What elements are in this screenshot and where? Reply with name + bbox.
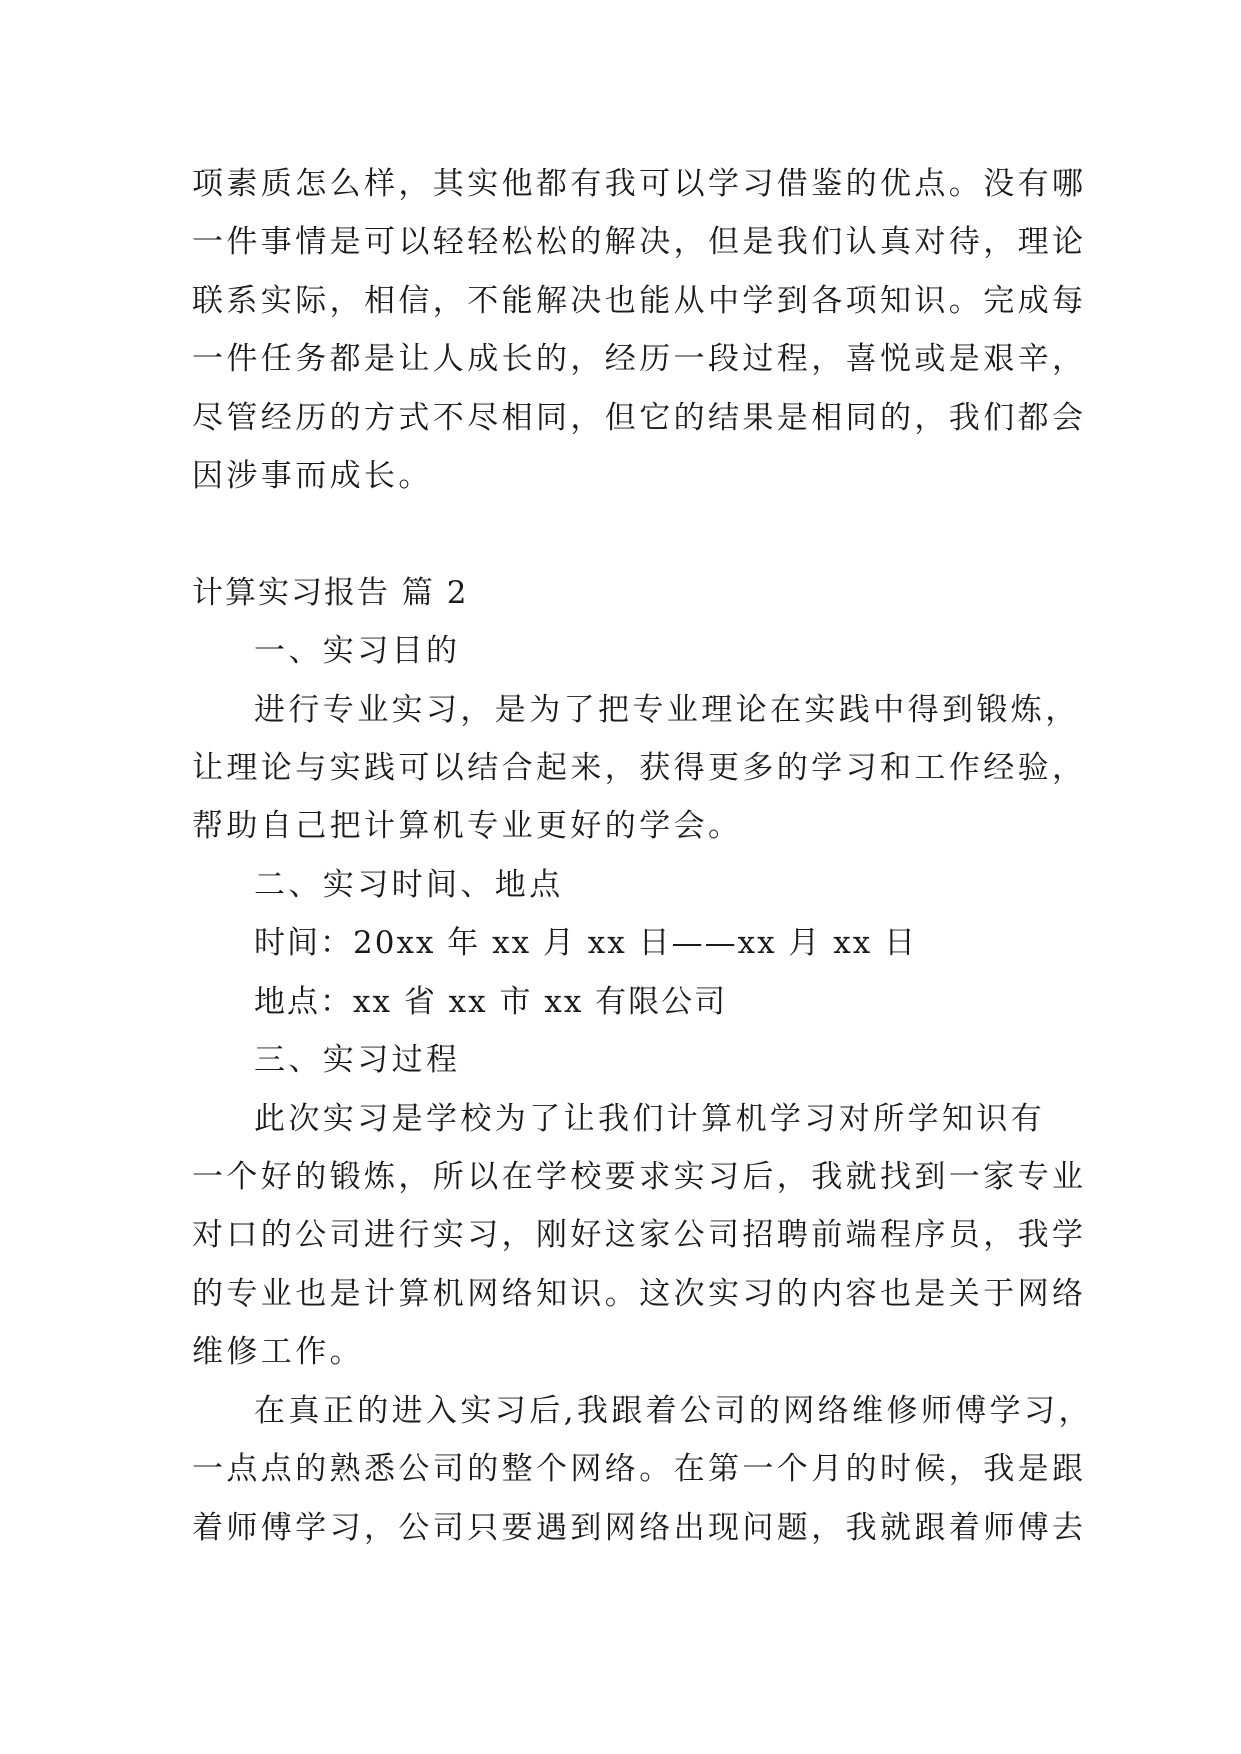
- paragraph-line: 地点：xx 省 xx 市 xx 有限公司: [254, 984, 728, 1020]
- paragraph-line: 一点点的熟悉公司的整个网络。在第一个月的时候，我是跟: [192, 1451, 1087, 1487]
- paragraph-line: 维修工作。: [192, 1334, 364, 1370]
- paragraph-line: 一件任务都是让人成长的，经历一段过程，喜悦或是艰辛，: [192, 341, 1087, 377]
- paragraph-line: 尽管经历的方式不尽相同，但它的结果是相同的，我们都会: [192, 400, 1087, 436]
- paragraph-line: 联系实际，相信，不能解决也能从中学到各项知识。完成每: [192, 283, 1087, 319]
- paragraph-line: 时间：20xx 年 xx 月 xx 日——xx 月 xx 日: [254, 925, 918, 961]
- paragraph-line: 一个好的锻炼，所以在学校要求实习后，我就找到一家专业: [192, 1159, 1087, 1195]
- subheading: 一、实习目的: [254, 633, 461, 669]
- paragraph-line: 进行专业实习，是为了把专业理论在实践中得到锻炼，: [254, 692, 1080, 728]
- paragraph-line: 项素质怎么样，其实他都有我可以学习借鉴的优点。没有哪: [192, 166, 1087, 202]
- paragraph-line: 在真正的进入实习后,我跟着公司的网络维修师傅学习，: [254, 1393, 1093, 1429]
- paragraph-line: 着师傅学习，公司只要遇到网络出现问题，我就跟着师傅去: [192, 1510, 1087, 1546]
- paragraph-line: 帮助自己把计算机专业更好的学会。: [192, 808, 743, 844]
- paragraph-line: 一件事情是可以轻轻松松的解决，但是我们认真对待，理论: [192, 224, 1087, 260]
- subheading: 二、实习时间、地点: [254, 867, 564, 903]
- subheading: 三、实习过程: [254, 1042, 461, 1078]
- paragraph-line: 因涉事而成长。: [192, 458, 433, 494]
- paragraph-line: 此次实习是学校为了让我们计算机学习对所学知识有: [254, 1101, 1046, 1137]
- paragraph-line: 让理论与实践可以结合起来，获得更多的学习和工作经验，: [192, 750, 1087, 786]
- paragraph-line: 的专业也是计算机网络知识。这次实习的内容也是关于网络: [192, 1276, 1087, 1312]
- paragraph-line: 对口的公司进行实习，刚好这家公司招聘前端程序员，我学: [192, 1217, 1087, 1253]
- section-title: 计算实习报告 篇 2: [192, 575, 469, 611]
